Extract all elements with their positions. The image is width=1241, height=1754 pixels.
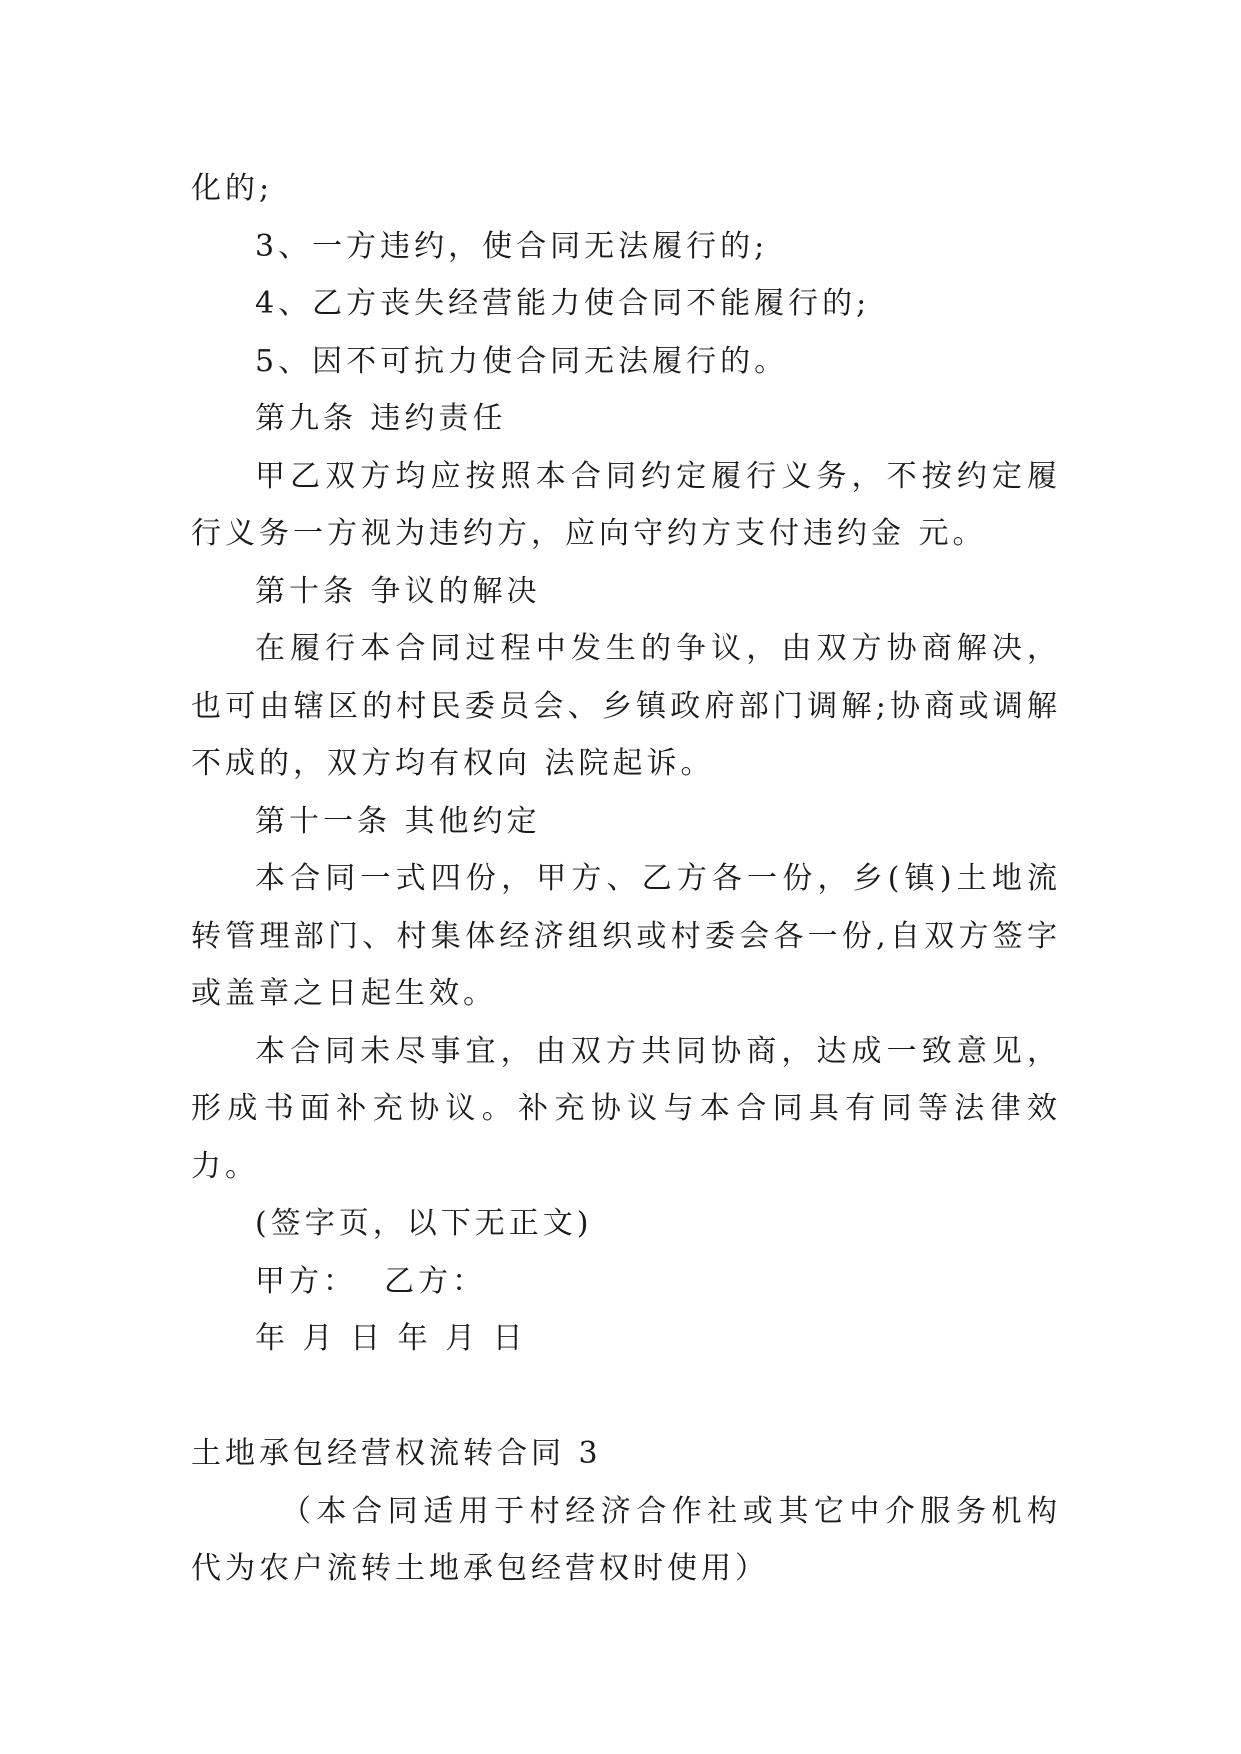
document-body [191, 160, 1061, 1598]
paragraph: 在履行本合同过程中发生的争议，由双方协商解决，也可由辖区的村民委员会、乡镇政府部门调解;协商或调解不成的，双方均有权向 法院起诉。 [191, 631, 1061, 781]
signature-dates: 年 月 日 年 月 日 [255, 1321, 527, 1356]
section-title: 土地承包经营权流转合同 3 [191, 1436, 602, 1471]
paragraph: 甲乙双方均应按照本合同约定履行义务，不按约定履行义务一方视为违约方，应向守约方支付违约金 元。 [191, 458, 1061, 551]
paragraph: 化的; [191, 171, 274, 206]
article-heading: 第十条 争议的解决 [255, 573, 541, 609]
paragraph: 本合同未尽事宜，由双方共同协商，达成一致意见，形成书面补充协议。补充协议与本合同具有同等法律效力。 [191, 1033, 1061, 1184]
paragraph: 5、因不可抗力使合同无法履行的。 [255, 343, 789, 379]
signature-parties: 甲方： 乙方： [255, 1263, 487, 1299]
section-note: （本合同适用于村经济合作社或其它中介服务机构代为农户流转土地承包经营权时使用） [191, 1493, 1061, 1586]
paragraph: 4、乙方丧失经营能力使合同不能履行的; [255, 286, 871, 321]
paragraph: 3、一方违约，使合同无法履行的; [255, 228, 769, 264]
section-spacer [191, 1368, 1061, 1426]
paragraph: 本合同一式四份，甲方、乙方各一份，乡(镇)土地流转管理部门、村集体经济组织或村委会各一份,自双方签字或盖章之日起生效。 [191, 861, 1061, 1011]
article-heading: 第九条 违约责任 [255, 401, 507, 436]
article-heading: 第十一条 其他约定 [255, 803, 541, 839]
signature-note: (签字页，以下无正文) [255, 1206, 593, 1241]
